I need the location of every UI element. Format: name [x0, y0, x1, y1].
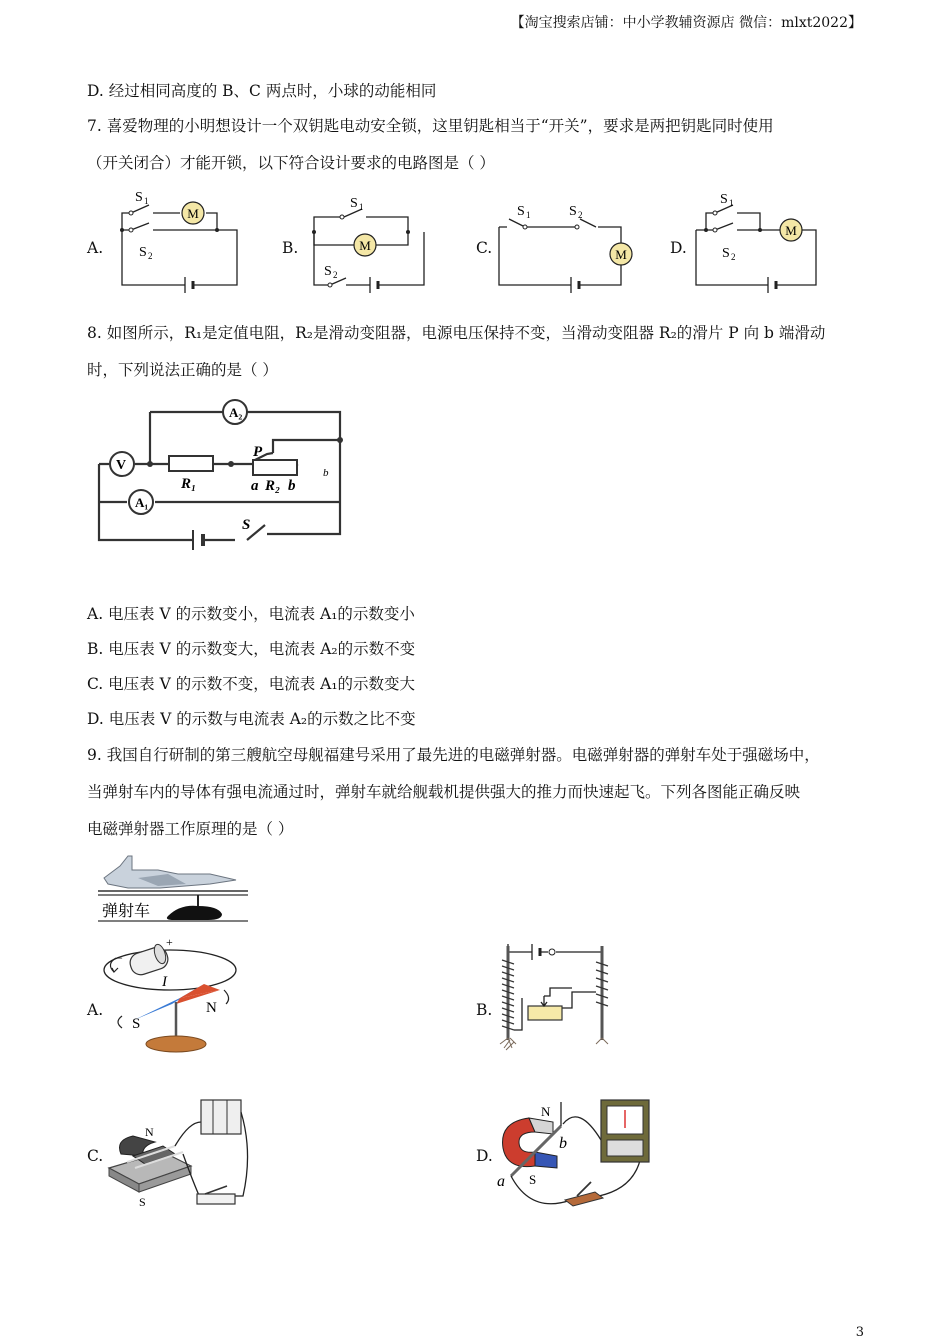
q9d-s-label: S [529, 1172, 537, 1187]
q8-option-a: A. 电压表 V 的示数变小，电流表 A₁的示数变小 [87, 605, 415, 623]
q9-label-d: D. [476, 1147, 493, 1165]
q7d-s2-sub: 2 [731, 252, 736, 262]
q8-a-label: a [251, 478, 259, 494]
q7b-motor-label: M [359, 238, 371, 253]
q7c-s1: S [517, 204, 525, 219]
q9-catapult-label: 弹射车 [102, 903, 151, 920]
q9a-s-label: S [132, 1016, 141, 1032]
q7b-s2-sub: 2 [333, 270, 338, 280]
q9-figure-c [105, 1092, 255, 1212]
q7a-s2-sub: 2 [148, 251, 153, 261]
q7b-s1: S [350, 196, 358, 211]
q9-label-a: A. [87, 1001, 104, 1019]
q9c-n-label: N [145, 1125, 154, 1139]
q7a-s1: S [135, 190, 143, 205]
q9a-plus: + [166, 935, 173, 949]
q9-label-b: B. [476, 1001, 493, 1019]
q8-b-label: b [288, 478, 296, 494]
q7c-s2: S [569, 204, 577, 219]
q7b-s2: S [324, 264, 332, 279]
q7-label-b: B. [282, 239, 299, 257]
q8-v-label: V [116, 458, 127, 473]
q8-p-label: P [253, 444, 263, 460]
q9-stem-line2: 当弹射车内的导体有强电流通过时，弹射车就给舰载机提供强大的推力而快速起飞。下列各图能正确反映 [87, 783, 801, 801]
q9-figure-d [495, 1096, 660, 1214]
q7-stem-line2: （开关闭合）才能开锁，以下符合设计要求的电路图是（ ） [87, 154, 495, 172]
q9-figure-a [100, 932, 250, 1057]
q9a-n-label: N [206, 1000, 217, 1016]
q9-label-c: C. [87, 1147, 104, 1165]
q7c-s2-sub: 2 [578, 210, 583, 220]
q8-option-d: D. 电压表 V 的示数与电流表 A₂的示数之比不变 [87, 710, 416, 728]
q9a-minus: − [116, 951, 123, 965]
q8-r1-label: R₁ [181, 476, 197, 492]
q7-circuit-b [300, 190, 435, 300]
q7-stem-line1: 7. 喜爱物理的小明想设计一个双钥匙电动安全锁，这里钥匙相当于“开关”，要求是两把钥匙同时使用 [87, 117, 774, 135]
q7a-motor-label: M [187, 206, 199, 221]
q9d-a-label: a [497, 1173, 505, 1190]
q8-stem-line2: 时，下列说法正确的是（ ） [87, 361, 278, 379]
q7d-motor-label: M [785, 223, 797, 238]
q9c-s-label: S [139, 1195, 146, 1209]
q7b-s1-sub: 1 [359, 202, 364, 212]
page-number: 3 [855, 1325, 864, 1340]
q8-a2-label: A₂ [229, 405, 243, 420]
q8-option-b: B. 电压表 V 的示数变大，电流表 A₂的示数不变 [87, 640, 416, 658]
q8-circuit-figure [95, 398, 350, 558]
q7a-s2: S [139, 245, 147, 260]
q8-r2-label: R₂ [265, 478, 281, 494]
q6-option-d: D. 经过相同高度的 B、C 两点时，小球的动能相同 [87, 82, 437, 100]
q7c-s1-sub: 1 [526, 210, 531, 220]
q7-label-d: D. [670, 239, 687, 257]
q7-circuit-c [495, 195, 640, 300]
q7c-motor-label: M [615, 247, 627, 262]
q9d-b-label: b [559, 1135, 567, 1152]
q9d-n-label: N [541, 1104, 551, 1119]
q9-figure-b [492, 940, 622, 1058]
q8-b-label-top: b [323, 467, 329, 479]
q7-label-c: C. [476, 239, 493, 257]
q9-catapult-figure [98, 850, 248, 925]
q8-stem-line1: 8. 如图所示，R₁是定值电阻，R₂是滑动变阻器，电源电压保持不变，当滑动变阻器 R₂的滑片 P 向 b 端滑动 [87, 324, 826, 342]
q7d-s1-sub: 1 [729, 198, 734, 208]
q7-circuit-d [690, 185, 830, 300]
q7-label-a: A. [87, 239, 104, 257]
q7d-s2: S [722, 246, 730, 261]
q7d-s1: S [720, 192, 728, 207]
page-header: 【淘宝搜索店铺：中小学教辅资源店 微信：mlxt2022】 [510, 15, 862, 31]
q8-option-c: C. 电压表 V 的示数不变，电流表 A₁的示数变大 [87, 675, 416, 693]
q7-circuit-a [105, 185, 245, 300]
q8-a1-label: A₁ [135, 495, 149, 510]
q9-stem-line3: 电磁弹射器工作原理的是（ ） [87, 820, 294, 838]
q7a-s1-sub: 1 [144, 196, 149, 206]
q9-stem-line1: 9. 我国自行研制的第三艘航空母舰福建号采用了最先进的电磁弹射器。电磁弹射器的弹射车处于强磁场中， [87, 746, 820, 764]
q8-s-label: S [242, 517, 251, 533]
q9a-current-label: I [162, 974, 167, 990]
